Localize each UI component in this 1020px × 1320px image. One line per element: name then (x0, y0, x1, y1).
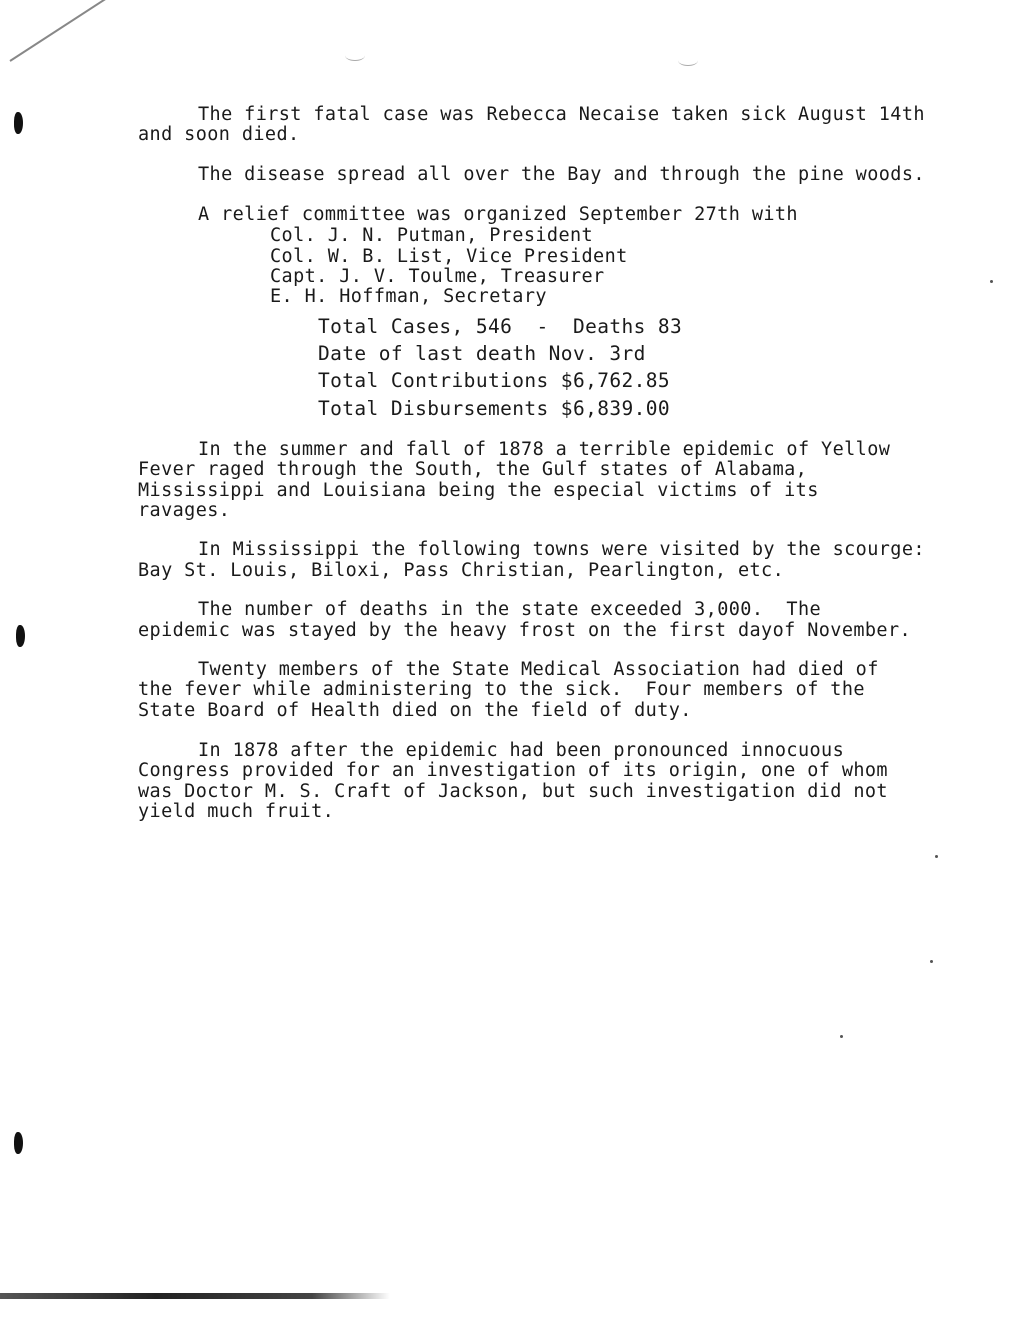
speck (990, 280, 993, 283)
paragraph-line: Congress provided for an investigation of its origin, one of whom (138, 760, 888, 781)
paragraph-line: and soon died. (138, 124, 300, 145)
binder-hole-bottom (14, 1132, 23, 1154)
officer-line: Col. W. B. List, Vice President (270, 246, 628, 267)
totals-line: Total Cases, 546 - Deaths 83 (318, 315, 683, 338)
scan-streak (9, 0, 144, 62)
paragraph-line: The disease spread all over the Bay and through the pine woods. (198, 164, 925, 185)
paragraph-line: the fever while administering to the sick. Four members of the (138, 679, 865, 700)
paragraph-line: ravages. (138, 500, 231, 521)
paragraph-line: epidemic was stayed by the heavy frost on the first dayof November. (138, 620, 912, 641)
paragraph-line: A relief committee was organized September 27th with (198, 204, 798, 225)
scan-bottom-edge (0, 1293, 390, 1299)
binder-hole-top (14, 112, 23, 134)
speck (935, 855, 938, 858)
speck (840, 1035, 843, 1038)
paragraph-line: Bay St. Louis, Biloxi, Pass Christian, Pearlington, etc. (138, 560, 785, 581)
punch-mark-right (678, 55, 698, 66)
paragraph-line: Fever raged through the South, the Gulf states of Alabama, (138, 459, 808, 480)
paragraph-line: Mississippi and Louisiana being the especial victims of its (138, 480, 819, 501)
paragraph-line: In 1878 after the epidemic had been pronounced innocuous (198, 740, 845, 761)
officer-line: Capt. J. V. Toulme, Treasurer (270, 266, 605, 287)
paragraph-line: In Mississippi the following towns were visited by the scourge: (198, 539, 925, 560)
paragraph-line: was Doctor M. S. Craft of Jackson, but such investigation did not (138, 781, 888, 802)
speck (930, 960, 933, 963)
paragraph-line: The first fatal case was Rebecca Necaise taken sick August 14th (198, 104, 925, 125)
paragraph-line: In the summer and fall of 1878 a terrible epidemic of Yellow (198, 439, 891, 460)
paragraph-line: yield much fruit. (138, 801, 335, 822)
totals-line: Date of last death Nov. 3rd (318, 342, 646, 365)
binder-hole-middle (16, 625, 25, 647)
totals-line: Total Contributions $6,762.85 (318, 369, 671, 392)
punch-mark-left (345, 50, 365, 61)
paragraph-line: Twenty members of the State Medical Association had died of (198, 659, 879, 680)
officer-line: E. H. Hoffman, Secretary (270, 286, 547, 307)
totals-line: Total Disbursements $6,839.00 (318, 397, 671, 420)
paragraph-line: State Board of Health died on the field of duty. (138, 700, 692, 721)
paragraph-line: The number of deaths in the state exceeded 3,000. The (198, 599, 822, 620)
officer-line: Col. J. N. Putman, President (270, 225, 594, 246)
